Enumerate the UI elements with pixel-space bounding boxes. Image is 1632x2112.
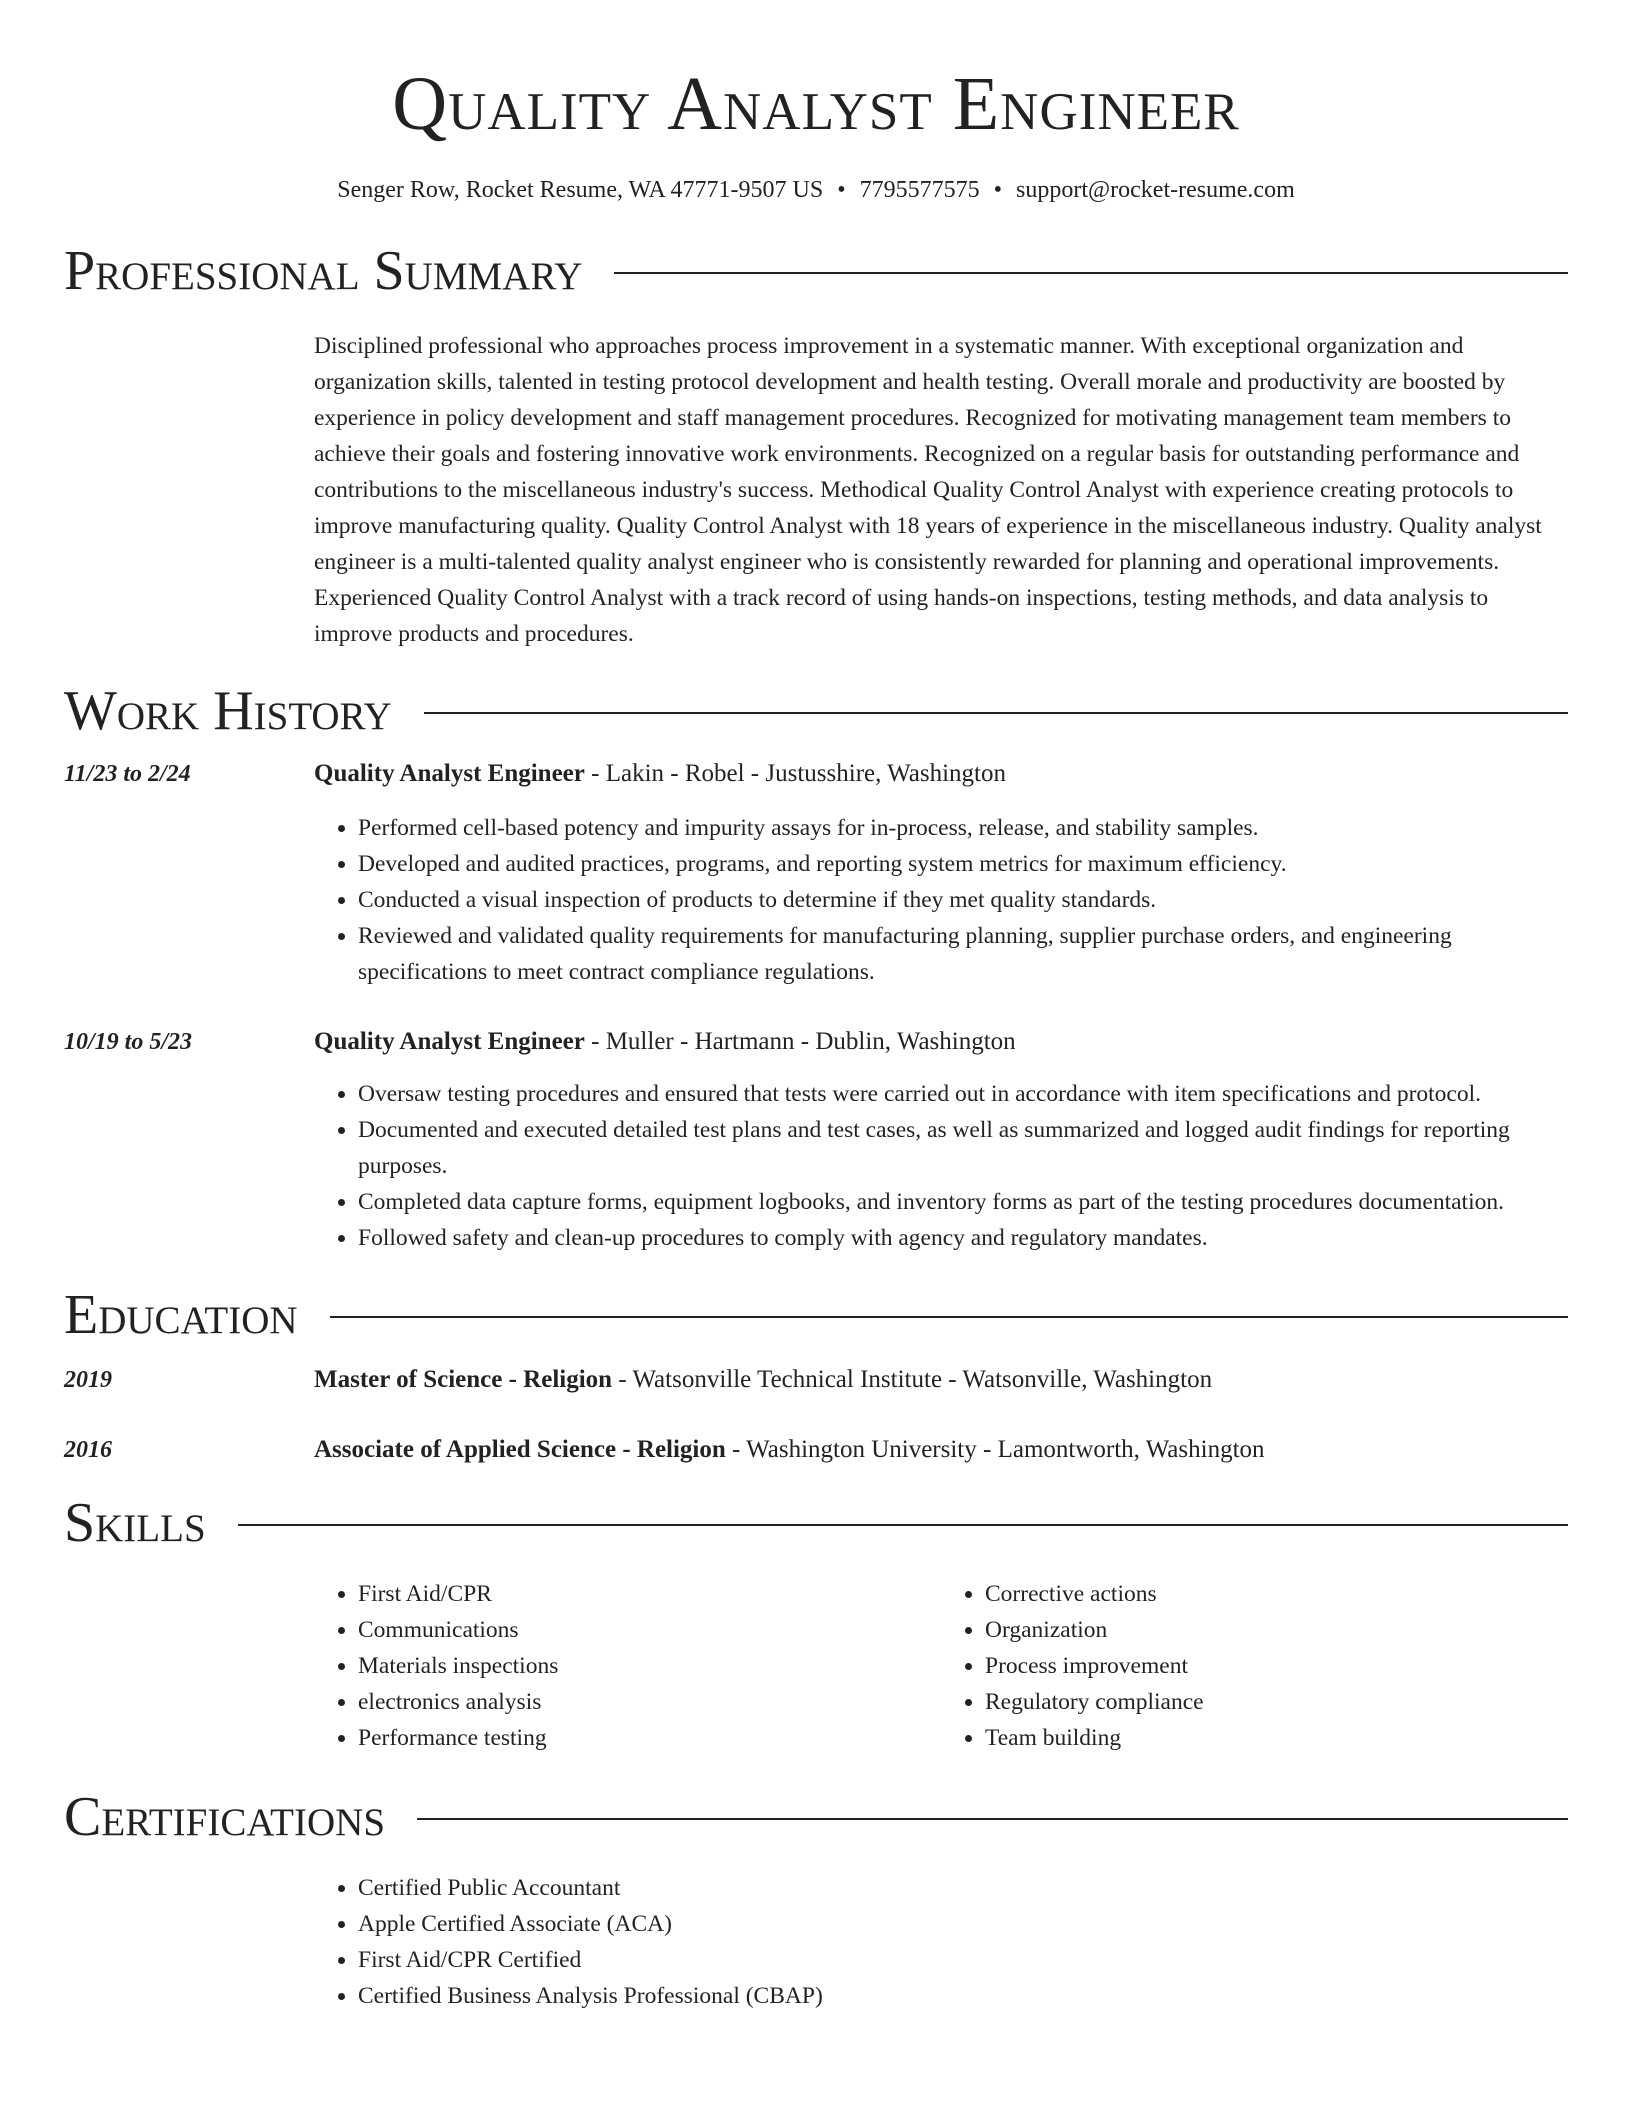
job-bullet: • Followed safety and clean-up procedures to comply with agency and regulatory mandates. xyxy=(358,1220,1568,1256)
job-bullet-list xyxy=(314,810,1568,990)
job-entry xyxy=(64,1024,1568,1256)
skills-section-title: Skills xyxy=(64,1492,206,1554)
job-bullet: • Performed cell-based potency and impurity assays for in-process, release, and stability samples. xyxy=(358,810,1568,846)
job-title-line xyxy=(314,1024,1016,1060)
job-entry xyxy=(64,756,1568,990)
job-role: Quality Analyst Engineer xyxy=(314,1028,585,1055)
job-bullet: • Completed data capture forms, equipment logbooks, and inventory forms as part of the testing procedures documentation. xyxy=(358,1184,1568,1220)
job-dates: 10/19 to 5/23 xyxy=(64,1029,193,1055)
section-divider xyxy=(417,1818,1568,1820)
education-degree: Associate of Applied Science - Religion xyxy=(314,1436,726,1463)
skill-item: • Communications xyxy=(358,1612,941,1648)
section-divider xyxy=(424,712,1568,714)
education-section-header xyxy=(64,1282,1568,1348)
certification-item: • Certified Public Accountant xyxy=(358,1870,1568,1906)
contact-address: Senger Row, Rocket Resume, WA 47771-9507 US xyxy=(337,177,824,203)
job-bullet: • Documented and executed detailed test plans and test cases, as well as summarized and logged audit findings for reporting purposes. xyxy=(358,1112,1568,1184)
education-year: 2019 xyxy=(64,1367,112,1393)
section-divider xyxy=(614,272,1568,274)
education-section-title: Education xyxy=(64,1284,298,1346)
skill-item: • Organization xyxy=(985,1612,1568,1648)
skill-item: • Materials inspections xyxy=(358,1648,941,1684)
contact-separator: • xyxy=(993,177,1003,203)
skill-item: • electronics analysis xyxy=(358,1684,941,1720)
summary-text: Disciplined professional who approaches process improvement in a systematic manner. With exceptional organization and organization skills, talented in testing protocol development and health testing. Overall morale and productivity are boosted by experience in policy development and staff management procedures. Recognized for motivating management team members to achieve their goals and fostering innovative work environments. Recognized on a regular basis for outstanding performance and contributions to the miscellaneous industry's success. Methodical Quality Control Analyst with experience creating protocols to improve manufacturing quality. Quality Control Analyst with 18 years of experience in the miscellaneous industry. Quality analyst engineer is a multi-talented quality analyst engineer who is consistently rewarded for planning and operational improvements. Experienced Quality Control Analyst with a track record of using hands-on inspections, testing methods, and data analysis to improve products and procedures. xyxy=(314,333,1542,647)
job-bullet: • Developed and audited practices, programs, and reporting system metrics for maximum efficiency. xyxy=(358,846,1568,882)
skill-item: • Performance testing xyxy=(358,1720,941,1756)
certification-item: • First Aid/CPR Certified xyxy=(358,1942,1568,1978)
summary-section-header xyxy=(64,238,1568,304)
certifications-list xyxy=(314,1870,1568,2014)
job-heading xyxy=(64,1024,1568,1060)
skills-column-left xyxy=(314,1576,941,1756)
work-section-header xyxy=(64,678,1568,744)
job-role: Quality Analyst Engineer xyxy=(314,760,585,787)
skill-item: • Corrective actions xyxy=(985,1576,1568,1612)
certifications-bullet-list xyxy=(314,1870,1568,2014)
contact-separator: • xyxy=(837,177,846,203)
education-school: - Watsonville Technical Institute - Watsonville, Washington xyxy=(612,1366,1213,1393)
certifications-section-header xyxy=(64,1784,1568,1850)
contact-line xyxy=(64,174,1568,206)
education-year: 2016 xyxy=(64,1437,112,1463)
certification-item: • Apple Certified Associate (ACA) xyxy=(358,1906,1568,1942)
skill-item: • Process improvement xyxy=(985,1648,1568,1684)
job-bullet: • Reviewed and validated quality requirements for manufacturing planning, supplier purchase orders, and engineering specifications to meet contract compliance regulations. xyxy=(358,918,1568,990)
skills-section-header xyxy=(64,1490,1568,1556)
education-entry xyxy=(64,1432,1568,1468)
work-section-title: Work History xyxy=(64,680,392,742)
education-line xyxy=(314,1432,1265,1468)
certifications-section-title: Certifications xyxy=(64,1786,386,1848)
section-divider xyxy=(330,1316,1568,1318)
job-duties xyxy=(314,1076,1568,1256)
skill-item: • Team building xyxy=(985,1720,1568,1756)
candidate-name: Quality Analyst Engineer xyxy=(392,62,1240,146)
contact-email: support@rocket-resume.com xyxy=(1016,177,1295,203)
education-degree: Master of Science - Religion xyxy=(314,1366,613,1393)
section-divider xyxy=(238,1524,1568,1526)
job-bullet: • Conducted a visual inspection of products to determine if they met quality standards. xyxy=(358,882,1568,918)
education-line xyxy=(314,1362,1212,1398)
job-employer: - Lakin - Robel - Justusshire, Washington xyxy=(584,760,1006,787)
skills-list xyxy=(314,1576,1568,1756)
job-title-line xyxy=(314,756,1006,792)
job-employer: - Muller - Hartmann - Dublin, Washington xyxy=(584,1028,1016,1055)
skill-item: • Regulatory compliance xyxy=(985,1684,1568,1720)
job-heading xyxy=(64,756,1568,792)
summary-section xyxy=(314,328,1568,652)
education-school: - Washington University - Lamontworth, Washington xyxy=(725,1436,1265,1463)
job-bullet: • Oversaw testing procedures and ensured that tests were carried out in accordance with item specifications and protocol. xyxy=(358,1076,1568,1112)
job-dates: 11/23 to 2/24 xyxy=(64,761,191,787)
skill-item: • First Aid/CPR xyxy=(358,1576,941,1612)
certification-item: • Certified Business Analysis Professional (CBAP) xyxy=(358,1978,1568,2014)
job-duties xyxy=(314,810,1568,990)
contact-phone: 7795577575 xyxy=(859,177,980,203)
skills-column-right xyxy=(941,1576,1568,1756)
summary-section-title: Professional Summary xyxy=(64,240,583,302)
job-bullet-list xyxy=(314,1076,1568,1256)
education-entry xyxy=(64,1362,1568,1398)
